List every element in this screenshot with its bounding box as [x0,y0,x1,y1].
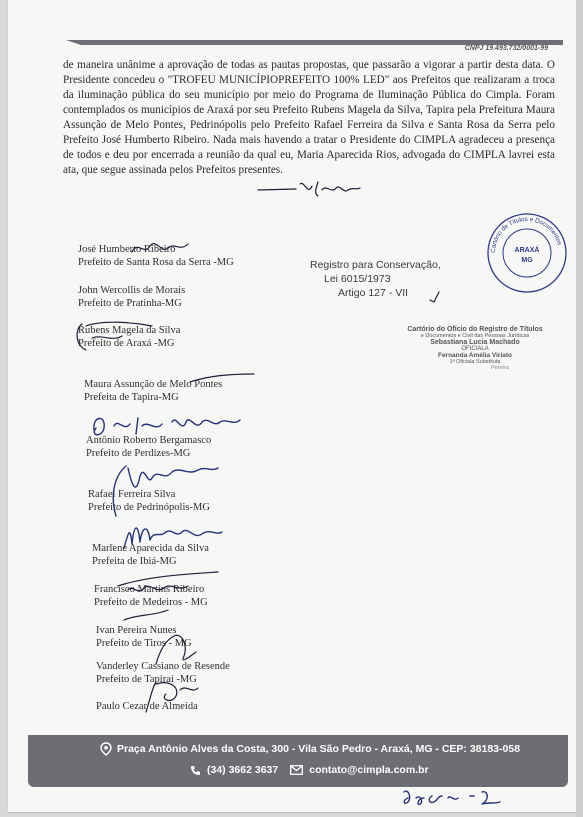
signature-4 [188,370,258,386]
registration-stamp [310,258,441,300]
signatory-title: Prefeito de Perdizes-MG [86,448,191,459]
notary-stamp [394,326,556,371]
location-pin-icon [100,742,112,756]
minutes-body [63,58,555,178]
signatory-name: Rubens Magela da Silva [78,325,181,336]
footer-contact-row [190,764,429,776]
signatory-title: Prefeito de Pratinha-MG [78,298,182,309]
notary-line: e Documentos e Civil das Pessoas Jurídicas [420,333,530,339]
notary-line: OFICIALA [461,346,489,352]
signatory-name: Antônio Roberto Bergamasco [86,435,212,446]
envelope-icon [290,765,303,775]
signatory-name: Maura Assunção de Melo Pontes [84,379,223,390]
signature-11 [136,676,206,716]
svg-text:Cartório de Títulos e Document: Cartório de Títulos e Documentos [489,215,563,254]
signature-1 [128,236,198,260]
signatory-name: Rafael Ferreira Silva [88,489,176,500]
cnpj-text: CNPJ 19.493.732/0001-99 [464,45,548,52]
footer-phone: (34) 3662 3637 [207,764,279,776]
signature-5 [86,408,246,444]
signatory-title: Prefeito de Medeiros - MG [94,597,208,608]
signature-7 [118,514,228,554]
signatory-2 [78,284,185,310]
signatory-title: Prefeito de Araxá -MG [78,338,175,349]
signatory-title: Prefeito de Pedrinópolis-MG [88,502,210,513]
signatory-name: Paulo Cezar de Almeida [96,701,198,712]
minutes-paragraph: de maneira unânime a aprovação de todas as pautas propostas, que passarão a vigorar a partir desta data. O Presidente concedeu o "TROFEU MUNICÍPIOPREFEITO 100% LED" aos Prefeitos que realizaram a troca da iluminação pública do seu município por meio do Programa de Iluminação Pública do Cimpla. Foram contemplados os municípios de Araxá por seu Prefeito Rubens Magela da Silva, Tapira pela Prefeitura Maura Assunção de Melo Pontes, Pedrinópolis pelo Prefeito Rafael Ferreira da Silva e Santa Rosa da Serra pelo Prefeito José Humberto Ribeiro. Nada mais havendo a tratar o Presidente do CIMPLA agradeceu a presença de todos e deu por encerrada a reunião da qual eu, Maria Aparecida Rios, advogada do CIMPLA lavrei esta ata, que segue assinada pelos Prefeitos presentes. [63,59,555,176]
notary-line: 1ª Oficiala Substituta [449,359,501,365]
signature-8 [108,566,228,628]
document-page [8,0,576,812]
notary-line: Fernanda Amélia Viriato [437,352,513,359]
notary-seal-icon [486,212,568,294]
signature-3 [72,316,162,356]
registration-line: Artigo 127 - VII [338,287,409,299]
signatory-name: Marlene Aparecida da Silva [92,543,209,554]
secretary-signature [256,178,366,200]
footer-email: contato@cimpla.com.br [309,764,429,776]
notary-line: Cartório do Ofício do Registro de Títulos [407,326,543,333]
footer-bar [28,735,568,787]
page-edge [576,0,583,817]
footer-address: Praça Antônio Alves da Costa, 300 - Vila São Pedro - Araxá, MG - CEP: 38183-058 [117,743,521,755]
signatory-name: Francisco Martins Ribeiro [94,584,205,595]
registration-line: Lei 6015/1973 [324,273,391,285]
signatory-name: John Wercollis de Morais [78,285,186,296]
handwritten-initials [400,786,512,808]
footer-address-row [100,742,520,756]
signatory-title: Prefeito de Santa Rosa da Serra -MG [78,257,234,268]
signatory-title: Prefeito de Tapiraí -MG [96,674,197,685]
registration-line: Registro para Conservação, [310,259,441,271]
signatory-title: Prefeito de Tiros - MG [96,638,192,649]
seal-city: ARAXÁ [514,247,540,254]
notary-line: Sebastiana Lucia Machado [430,339,520,346]
phone-icon [190,765,201,776]
notary-line: Pereira [491,365,509,371]
signatory-name: José Humberto Ribeiro [78,244,176,255]
signatory-title: Prefeita de Tapira-MG [84,392,179,403]
signatory-title: Prefeita de Ibiá-MG [92,556,177,567]
registration-mark [428,290,442,304]
signature-6 [102,456,222,520]
signatory-name: Ivan Pereira Nunes [96,625,177,636]
signatory-name: Vanderley Cassiano de Resende [96,661,230,672]
seal-state: MG [521,257,533,264]
